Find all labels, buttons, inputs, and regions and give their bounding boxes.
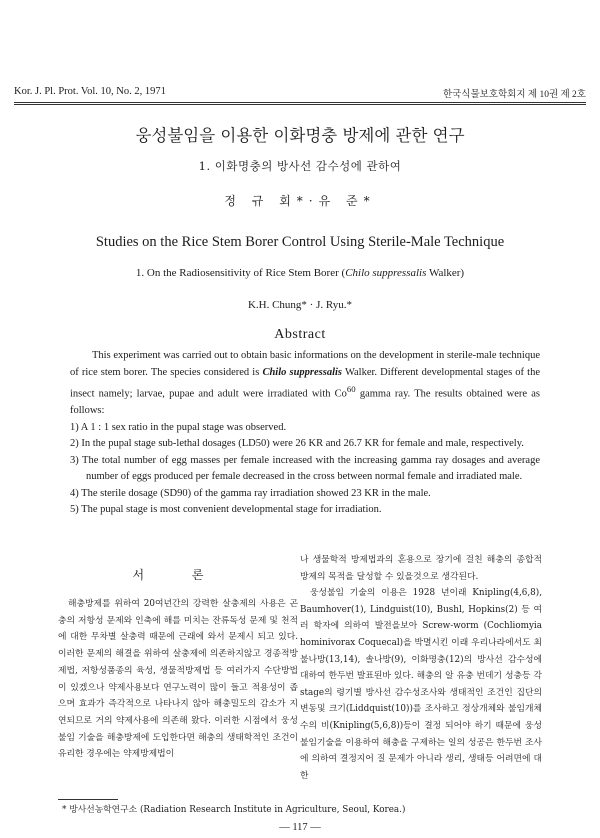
left-column xyxy=(58,596,298,763)
title-english: Studies on the Rice Stem Borer Control Using Sterile-Male Technique xyxy=(95,234,505,250)
header-rule-double xyxy=(14,104,586,105)
subtitle-english-suffix: Walker) xyxy=(426,267,465,279)
right-column xyxy=(300,552,542,784)
abstract-body xyxy=(70,348,540,519)
result-item: 4) The sterile dosage (SD90) of the gamma ray irradiation showed 23 KR in the male. xyxy=(70,487,431,499)
results-list xyxy=(70,420,540,519)
authors-korean: 정 규 회*·유 준* xyxy=(224,194,376,208)
footnote-affiliation: * 방사선농학연구소 (Radiation Research Institute in Agriculture, Seoul, Korea.) xyxy=(62,805,406,815)
species-name: Chilo suppressalis xyxy=(345,267,427,279)
journal-citation: Kor. J. Pl. Prot. Vol. 10, No. 2, 1971 xyxy=(14,86,166,97)
abstract-intro-c: gamma ray. The results obtained were as follows: xyxy=(70,388,540,416)
subtitle-english xyxy=(0,267,600,279)
result-item: 5) The pupal stage is most convenient developmental stage for irradiation. xyxy=(70,504,382,515)
abstract-intro-b: Walker. Different developmental stages of the insect namely; larvae, pupae and adult were irradiated with Co xyxy=(70,366,540,400)
journal-name-korean: 한국식물보호학회지 제 10권 제 2호 xyxy=(442,90,586,100)
result-item: 1) A 1 : 1 sex ratio in the pupal stage was observed. xyxy=(70,421,287,433)
subtitle-english-prefix: 1. On the Radiosensitivity of Rice Stem Borer ( xyxy=(135,267,346,279)
header-rule xyxy=(14,102,586,103)
footnote-rule xyxy=(58,799,118,800)
left-column-text: 해충방제를 위하여 20여년간의 강력한 살충제의 사용은 곤충의 저항성 문제와 인축에 해를 미치는 잔류독성 문제 및 천적에 대한 무차별 살충력 때문에 근래에 와서 문제시 되고 있다. 이러한 문제의 해결을 위하여 살충제에 의존하지않고 경종적방제법, 저항성품종의 육성, 생물적방제법 등 여러가지 수단방법이 있겠으나 약제사용보다 연구노력이 많이 들고 적용성이 좁으며 효과가 즉각적으로 나타나지 않아 해충밀도의 감소가 지연되므로 거의 약제사용에 의존해 왔다. 이러한 시점에서 웅성불임 기술을 해충방제에 도입한다면 해충의 생태학적인 조건이 유리한 경우에는 약제방제법이 xyxy=(58,599,298,760)
result-item: 2) In the pupal stage sub-lethal dosages (LD50) were 26 KR and 26.7 KR for female and male, respectively. xyxy=(70,438,524,449)
title-korean: 웅성불임을 이용한 이화명충 방제에 관한 연구 xyxy=(135,126,465,145)
isotope-superscript: 60 xyxy=(346,384,356,394)
authors-english: K.H. Chung* · J. Ryu.* xyxy=(247,299,353,311)
result-item: 3) The total number of egg masses per female increased with the increasing gamma ray dosages and average number of eggs produced per female decreased in the cross between normal female and irradiated male. xyxy=(70,454,540,482)
abstract-heading: Abstract xyxy=(274,327,326,342)
subtitle-korean: 1. 이화명충의 방사선 감수성에 관하여 xyxy=(198,159,402,173)
right-column-paragraph-1: 나 생물학적 방제법과의 혼용으로 장기에 걸친 해충의 종합적 방제의 목적을 달성할 수 있을것으로 생각된다. xyxy=(300,555,542,582)
abstract-species: Chilo suppressalis xyxy=(262,366,343,378)
right-column-paragraph-2: 웅성불임 기술의 이용은 1928 년이래 Knipling(4,6,8), Baumhover(1), Lindguist(10), Bushl, Hopkins(2) 등 여러 학자에 의하여 발전을보아 Screw-worm (Cochliomyia hominivorax Coquecal)을 박멸시킨 이래 우리나라에서도 최불나방(13,14), 솔나방(9), 이화명충(12)의 방사선 감수성에 대하여 한두번 발표된바 있다. 해충의 알 유충 번데기 성충등 각 stage의 령기별 방사선 감수성조사와 생태적인 조건인 집단의 변동및 크기(Liddquist(10))를 조사하고 정상개체와 불임개체수의 비(Knipling(5,6,8))등이 결정 되어야 하기 때문에 웅성불임기술을 이용하여 해충을 구제하는 일의 성공은 한두번 조사에 의하여 결정지어 질 문제가 아니라 생리, 생태등 어려면에 대한 xyxy=(300,588,542,781)
page-number: — 117 — xyxy=(279,822,321,833)
section-heading-introduction: 서 론 xyxy=(132,568,226,582)
abstract-intro xyxy=(70,348,540,420)
abstract-intro-a: This experiment was carried out to obtain basic informations on the development in sterile-male technique of rice stem borer. The species considered is xyxy=(70,350,540,378)
